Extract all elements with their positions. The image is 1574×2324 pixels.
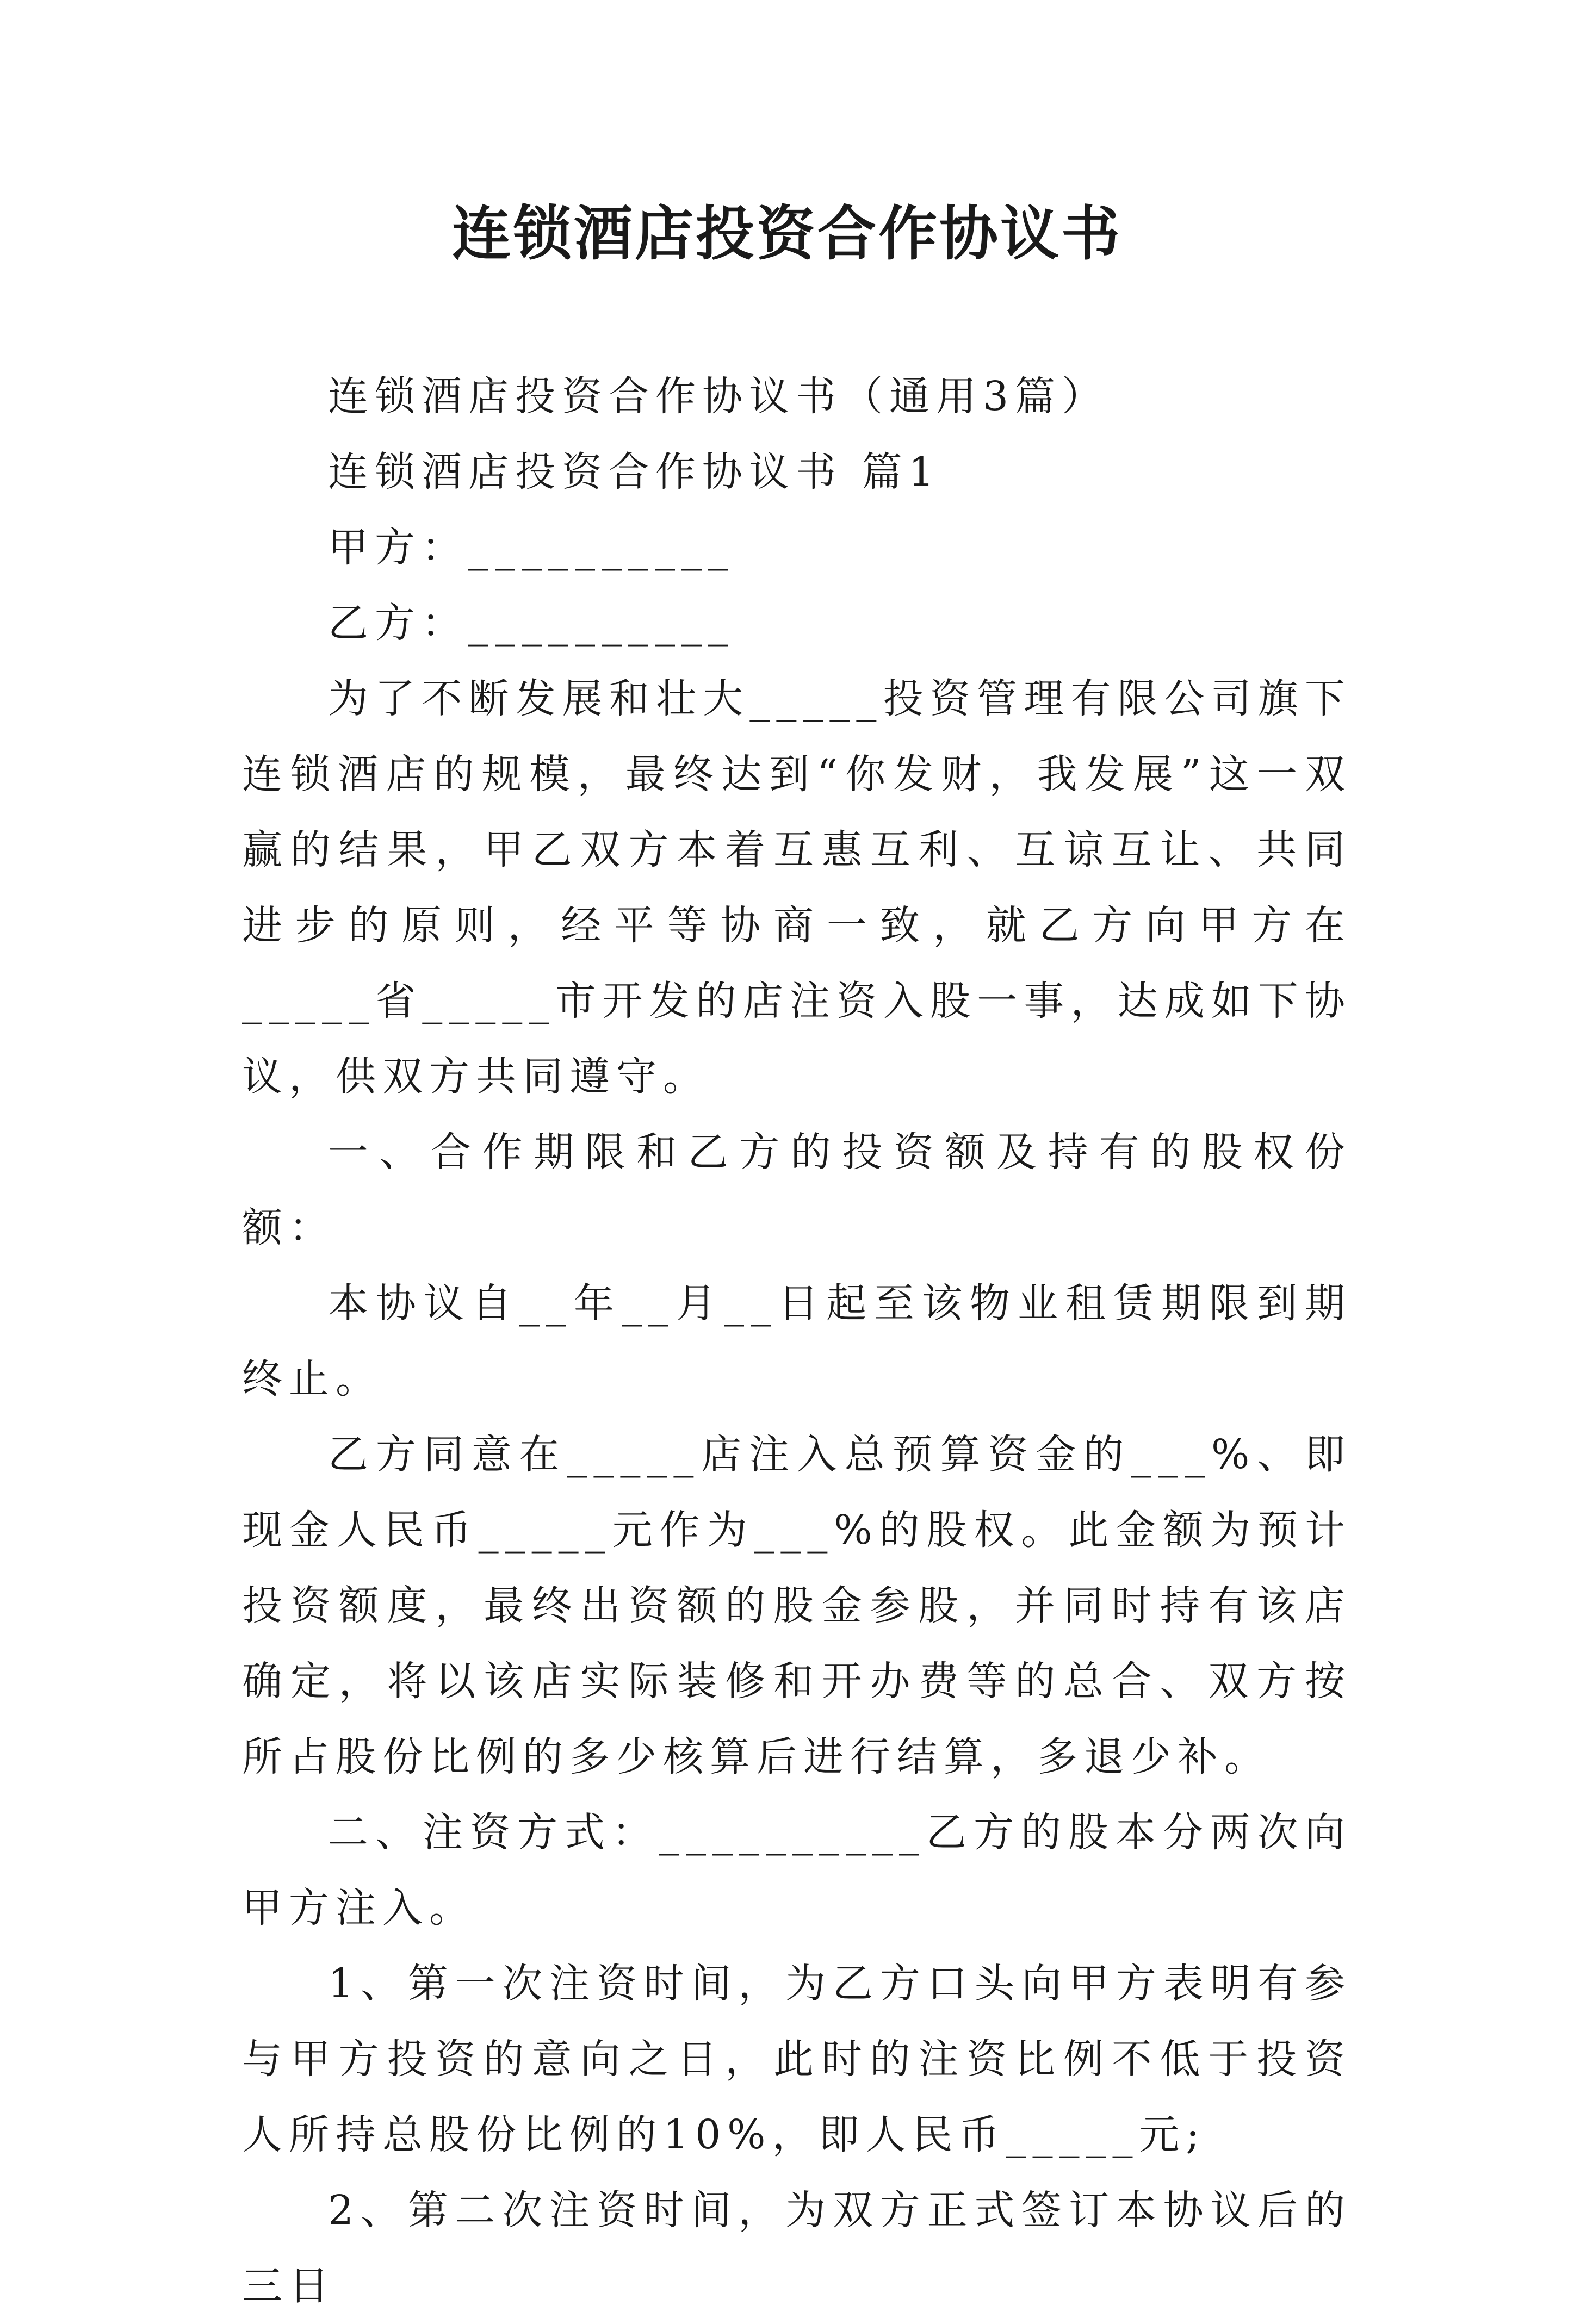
clause-heading-1: 一、合作期限和乙方的投资额及持有的股权份额： xyxy=(242,1129,1352,1251)
investment-paragraph: 乙方同意在_____店注入总预算资金的___%、即现金人民币_____元作为___%的股权。此金额为预计投资额度，最终出资额的股金参股，并同时持有该店确定，将以该店实际装修和开办费等的总合、双方按所占股份比例的多少核算后进行结算，多退少补。 xyxy=(242,1431,1352,1780)
document-body xyxy=(242,359,1352,2324)
party-a-line: 甲方：__________ xyxy=(328,524,735,571)
document-title: 连锁酒店投资合作协议书 xyxy=(451,200,1122,268)
term-paragraph: 本协议自__年__月__日起至该物业租赁期限到期终止。 xyxy=(242,1280,1352,1402)
party-b-line: 乙方：__________ xyxy=(328,600,735,647)
section-heading: 连锁酒店投资合作协议书 篇1 xyxy=(328,449,941,495)
preamble-paragraph: 为了不断发展和壮大_____投资管理有限公司旗下连锁酒店的规模，最终达到“你发财，我发展”这一双赢的结果，甲乙双方本着互惠互利、互谅互让、共同进步的原则，经平等协商一致，就乙方向甲方在_____省_____市开发的店注资入股一事，达成如下协议，供双方共同遵守。 xyxy=(242,675,1352,1100)
subtitle-paragraph: 连锁酒店投资合作协议书（通用3篇） xyxy=(328,373,1109,420)
second-injection-paragraph: 2、第二次注资时间，为双方正式签订本协议后的三日 xyxy=(242,2187,1352,2309)
first-injection-paragraph: 1、第一次注资时间，为乙方口头向甲方表明有参与甲方投资的意向之日，此时的注资比例不低于投资人所持总股份比例的10%，即人民币_____元; xyxy=(242,1960,1352,2158)
clause-heading-2: 二、注资方式：__________乙方的股本分两次向甲方注入。 xyxy=(242,1809,1352,1931)
